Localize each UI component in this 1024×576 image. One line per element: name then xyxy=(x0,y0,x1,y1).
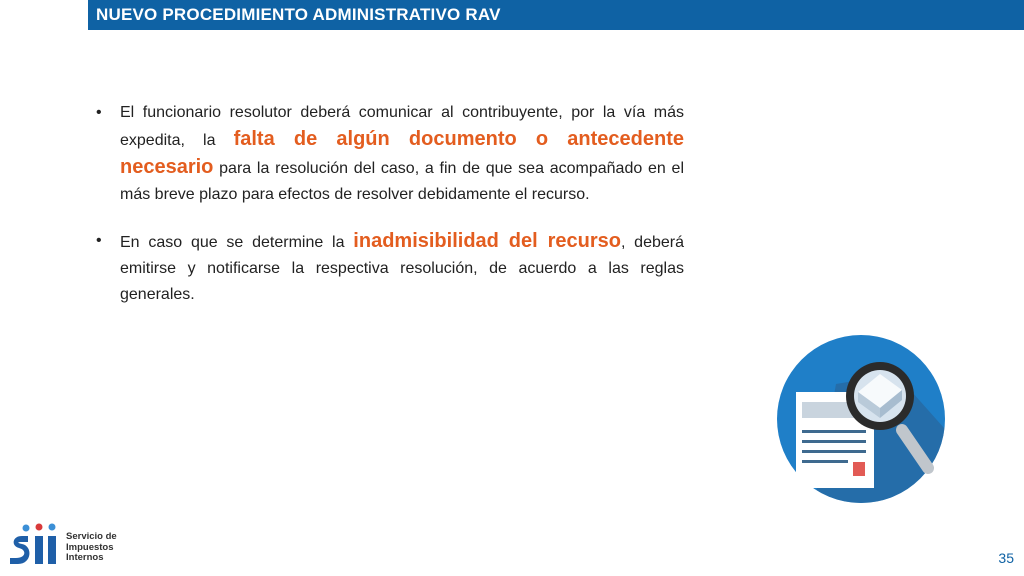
bullet-text: En caso que se determine la xyxy=(120,234,354,251)
bullet-dot: • xyxy=(96,232,102,249)
bullet-highlight: inadmisibilidad del recurso xyxy=(353,230,621,252)
bullet-text: El funcionario resolutor deberá comunicar al contribuyente, por la vía más expedita, la xyxy=(120,104,684,149)
page-title: NUEVO PROCEDIMIENTO ADMINISTRATIVO RAV xyxy=(96,5,501,24)
logo-line: Servicio de xyxy=(66,531,117,542)
document-magnifier-icon xyxy=(776,334,946,504)
title-bar xyxy=(88,0,1024,30)
logo-line: Impuestos xyxy=(66,541,114,553)
bullet-text: para la resolución del caso, a fin de que sea acompañado en el más breve plazo para efectos de resolver debidamente el recurso. xyxy=(120,160,684,203)
bullet-item xyxy=(96,228,684,308)
page-number: 35 xyxy=(998,550,1014,566)
bullet-item xyxy=(96,100,684,208)
bullet-text: , deberá emitirse y notificarse la respectiva resolución, de acuerdo a las reglas generales. xyxy=(120,234,684,303)
bullet-dot: • xyxy=(96,104,102,121)
content-body xyxy=(96,100,684,328)
logo-line: Internos xyxy=(66,552,104,563)
bullet-highlight: falta de algún documento o antecedente necesario xyxy=(120,128,685,178)
logo-text xyxy=(66,532,117,564)
